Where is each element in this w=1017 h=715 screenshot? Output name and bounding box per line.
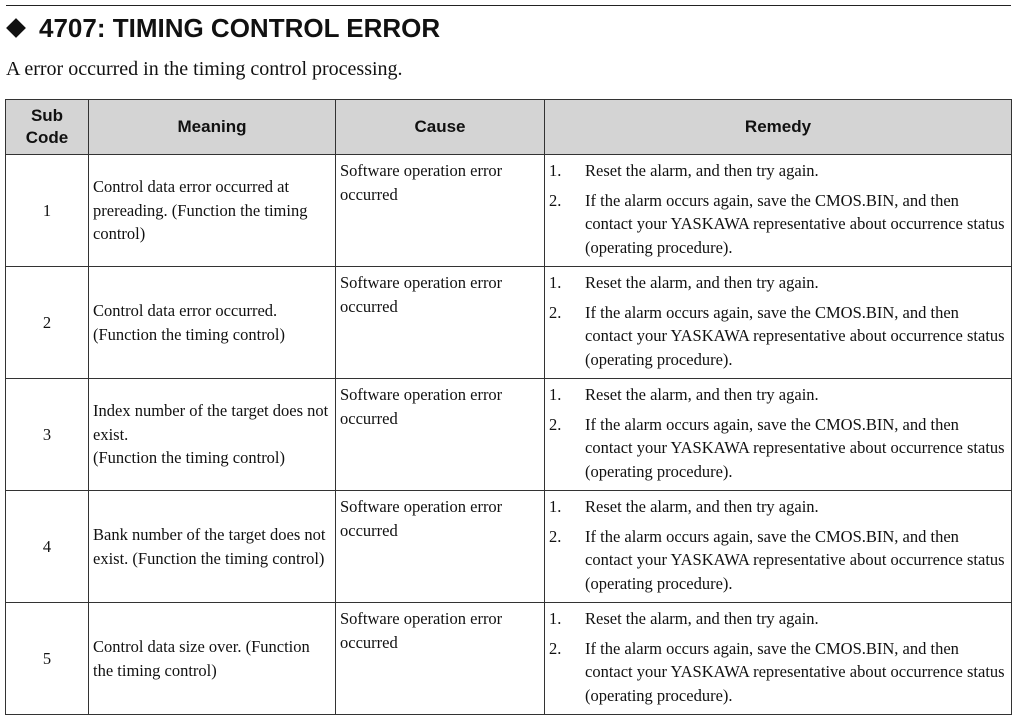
step-number: 1. (549, 609, 562, 628)
alarm-table (5, 99, 1012, 715)
meaning-cell: Control data size over. (Function the timing control) (89, 603, 336, 715)
step-number: 1. (549, 273, 562, 292)
step-number: 2. (549, 414, 562, 434)
step-text: If the alarm occurs again, save the CMOS.BIN, and then contact your YASKAWA representative about occurrence status (operating procedure). (585, 638, 1005, 705)
remedy-cell (545, 379, 1012, 491)
step-number: 1. (549, 161, 562, 180)
remedy-step (549, 159, 1005, 183)
remedy-step (549, 301, 1005, 372)
step-text: Reset the alarm, and then try again. (585, 273, 819, 292)
section-heading (5, 10, 440, 46)
step-number: 2. (549, 526, 562, 546)
step-number: 1. (549, 385, 562, 404)
cause-cell: Software operation error occurred (336, 267, 545, 379)
sub-code-cell: 4 (6, 491, 89, 603)
step-text: Reset the alarm, and then try again. (585, 385, 819, 404)
cause-cell: Software operation error occurred (336, 155, 545, 267)
sub-code-cell: 5 (6, 603, 89, 715)
sub-code-cell: 1 (6, 155, 89, 267)
section-title: 4707: TIMING CONTROL ERROR (39, 12, 441, 43)
diamond-bullet-icon (6, 18, 26, 38)
remedy-step (549, 525, 1005, 596)
intro-text: A error occurred in the timing control processing. (6, 58, 403, 80)
remedy-step (549, 607, 1005, 631)
cause-cell: Software operation error occurred (336, 491, 545, 603)
header-sub-code-line2: Code (25, 128, 69, 147)
sub-code-cell: 2 (6, 267, 89, 379)
sub-code-cell: 3 (6, 379, 89, 491)
table-row (6, 603, 1012, 715)
step-text: If the alarm occurs again, save the CMOS.BIN, and then contact your YASKAWA representative about occurrence status (operating procedure). (585, 190, 1005, 257)
meaning-cell (89, 379, 336, 491)
header-sub-code-line1: Sub (30, 106, 64, 125)
header-cause: Cause (336, 100, 545, 155)
remedy-step (549, 495, 1005, 519)
remedy-cell (545, 491, 1012, 603)
table-row (6, 155, 1012, 267)
step-text: If the alarm occurs again, save the CMOS.BIN, and then contact your YASKAWA representative about occurrence status (operating procedure). (585, 302, 1005, 369)
header-sub-code (6, 100, 89, 155)
meaning-cell: Bank number of the target does not exist. (Function the timing control) (89, 491, 336, 603)
remedy-cell (545, 267, 1012, 379)
step-text: If the alarm occurs again, save the CMOS.BIN, and then contact your YASKAWA representative about occurrence status (operating procedure). (585, 526, 1005, 593)
step-text: Reset the alarm, and then try again. (585, 609, 819, 628)
step-number: 2. (549, 302, 562, 322)
remedy-cell (545, 155, 1012, 267)
step-text: Reset the alarm, and then try again. (585, 161, 819, 180)
top-rule (6, 5, 1011, 6)
meaning-line: Index number of the target does not exist. (93, 401, 329, 444)
remedy-step (549, 271, 1005, 295)
header-remedy: Remedy (545, 100, 1012, 155)
remedy-step (549, 413, 1005, 484)
cause-cell: Software operation error occurred (336, 603, 545, 715)
meaning-cell: Control data error occurred at prereading. (Function the timing control) (89, 155, 336, 267)
step-text: If the alarm occurs again, save the CMOS.BIN, and then contact your YASKAWA representative about occurrence status (operating procedure). (585, 414, 1005, 481)
step-number: 2. (549, 190, 562, 210)
step-text: Reset the alarm, and then try again. (585, 497, 819, 516)
table-row (6, 379, 1012, 491)
remedy-step (549, 189, 1005, 260)
remedy-step (549, 383, 1005, 407)
step-number: 1. (549, 497, 562, 516)
table-row (6, 267, 1012, 379)
step-number: 2. (549, 638, 562, 658)
table-header-row (6, 100, 1012, 155)
meaning-line: (Function the timing control) (93, 448, 286, 468)
table-row (6, 491, 1012, 603)
remedy-cell (545, 603, 1012, 715)
header-meaning: Meaning (89, 100, 336, 155)
remedy-step (549, 637, 1005, 708)
meaning-cell: Control data error occurred. (Function the timing control) (89, 267, 336, 379)
cause-cell: Software operation error occurred (336, 379, 545, 491)
